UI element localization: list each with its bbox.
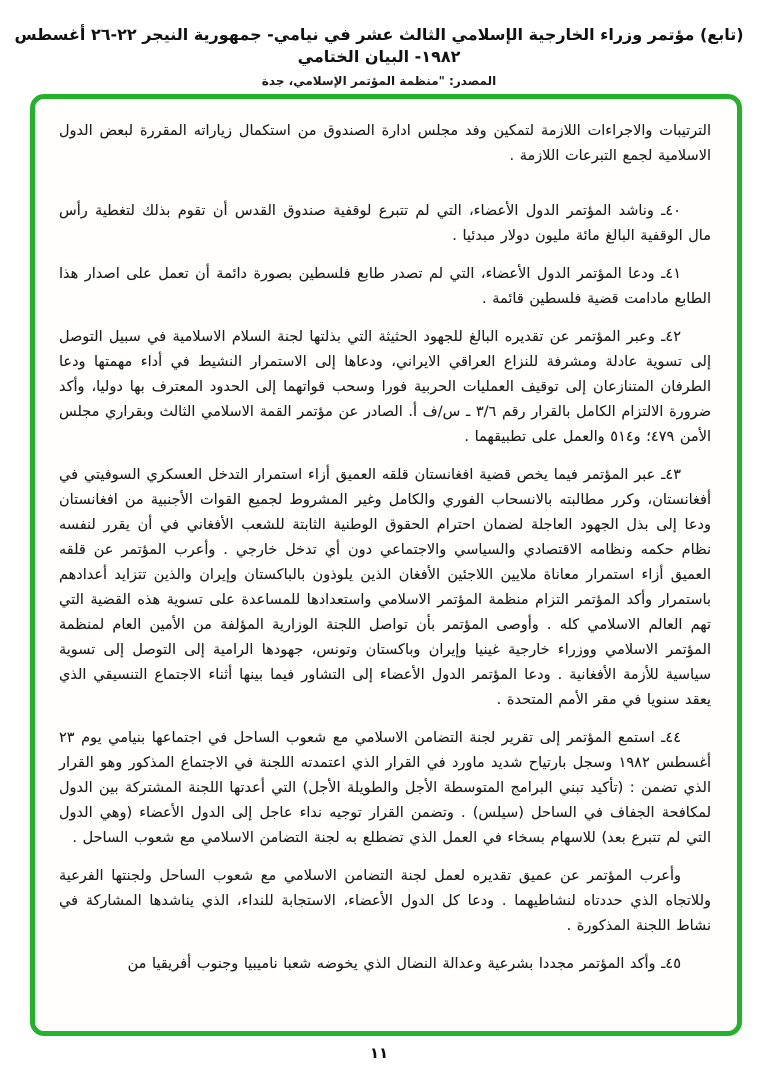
paragraph: ٤١ـ ودعا المؤتمر الدول الأعضاء، التي لم تصدر طابع فلسطين بصورة دائمة أن تعمل على اصدار هذا الطابع مادامت قضية فلسطين قائمة . [59, 266, 711, 307]
document-source: المصدر: "منظمة المؤتمر الإسلامي، جدة [261, 74, 497, 88]
paragraph: الترتيبات والاجراءات اللازمة لتمكين وفد مجلس ادارة الصندوق من استكمال زياراته المقررة لبعض الدول الاسلامية لجمع التبرعات اللازمة . [59, 123, 711, 164]
paragraph: ٤٤ـ استمع المؤتمر إلى تقرير لجنة التضامن الاسلامي مع شعوب الساحل في اجتماعها بنيامي يوم ٢٣ أغسطس ١٩٨٢ وسجل بارتياح شديد ماورد في القرار الذي اعتمدته اللجنة في الاجتماع المذكور وهو القرار الذي تضمن : (تأكيد تبني البرامج المتوسطة الأجل والطويلة الأجل) التي أعدتها اللجنة المشتركة بين الدول لمكافحة الجفاف في الساحل (سيلس) . وتضمن القرار توجيه نداء عاجل إلى الدول الأعضاء (وهي الدول التي لم تتبرع بعد) للاسهام بسخاء في العمل الذي تضطلع به لجنة التضامن الاسلامي مع شعوب الساحل . [59, 730, 711, 846]
page-number: ١١ [369, 1044, 389, 1062]
green-highlight-box [30, 94, 742, 1036]
paragraph: ٤٣ـ عبر المؤتمر فيما يخص قضية افغانستان قلقه العميق أزاء استمرار التدخل العسكري السوفيتي في أفغانستان، وكرر مطالبته بالانسحاب الفوري والكامل وغير المشروط لجميع القوات الأجنبية من افغانستان ودعا إلى بذل الجهود العاجلة لضمان احترام الحقوق الوطنية الثابتة للشعب الأفغاني في أن يقرر لنفسه نظام حكمه ونظامه الاقتصادي والسياسي والاجتماعي دون أي تدخل خارجي . وأعرب المؤتمر عن قلقه العميق أزاء استمرار معاناة ملايين اللاجئين الأفغان الذين يلوذون بالباكستان وإيران والذين تتزايد أعدادهم باستمرار وأكد المؤتمر التزام منظمة المؤتمر الاسلامي واستعدادها للمساعدة على تسوية هذه القضية التي تهم العالم الاسلامي كله . وأوصى المؤتمر بأن تواصل اللجنة الوزارية المؤلفة من الأمين العام لمنظمة المؤتمر الاسلامي ووزراء خارجية غينيا وإيران وباكستان وتونس، جهودها الرامية إلى التوصل إلى تسوية سياسية للأزمة الأفغانية . ودعا المؤتمر الدول الأعضاء إلى التشاور فيما بينها أثناء الاجتماع التنسيقي الذي يعقد سنويا في مقر الأمم المتحدة . [59, 467, 711, 708]
body-text [35, 99, 737, 996]
paragraph: ٤٠ـ وناشد المؤتمر الدول الأعضاء، التي لم تتبرع لوقفية صندوق القدس أن تقوم بذلك لتغطية رأس مال الوقفية البالغ مائة مليون دولار مبدئيا . [59, 203, 711, 244]
paragraph: وأعرب المؤتمر عن عميق تقديره لعمل لجنة التضامن الاسلامي مع شعوب الساحل ولجنتها الفرعية وللاتجاه الذي حددتاه لنشاطيهما . ودعا كل الدول الأعضاء، الاستجابة للنداء، الذي يناشدها المشاركة في نشاط اللجنة المذكورة . [59, 868, 711, 934]
page-header [0, 24, 758, 88]
paragraph: ٤٢ـ وعبر المؤتمر عن تقديره البالغ للجهود الحثيثة التي بذلتها لجنة السلام الاسلامية في سبيل التوصل إلى تسوية عادلة ومشرفة للنزاع العراقي الايراني، ودعاها إلى الاستمرار النشيط في أداء مهمتها ودعا الطرفان المتنازعان إلى توقيف العمليات الحربية فورا وسحب قواتهما إلى الحدود المعترف بها دوليا، وأكد ضرورة الالتزام الكامل بالقرار رقم ٣/٦ ـ س/ف أ. الصادر عن مؤتمر القمة الاسلامي الثالث وبقراري مجلس الأمن ٤٧٩؛ و٥١٤ والعمل على تطبيقهما . [59, 329, 712, 445]
paragraph: ٤٥ـ وأكد المؤتمر مجددا بشرعية وعدالة النضال الذي يخوضه شعبا ناميبيا وجنوب أفريقيا من [127, 956, 681, 972]
document-title: (تابع) مؤتمر وزراء الخارجية الإسلامي الثالث عشر في نيامي- جمهورية النيجر ٢٢-٢٦ أغسطس ١٩٨٢- البيان الختامي [14, 25, 744, 66]
